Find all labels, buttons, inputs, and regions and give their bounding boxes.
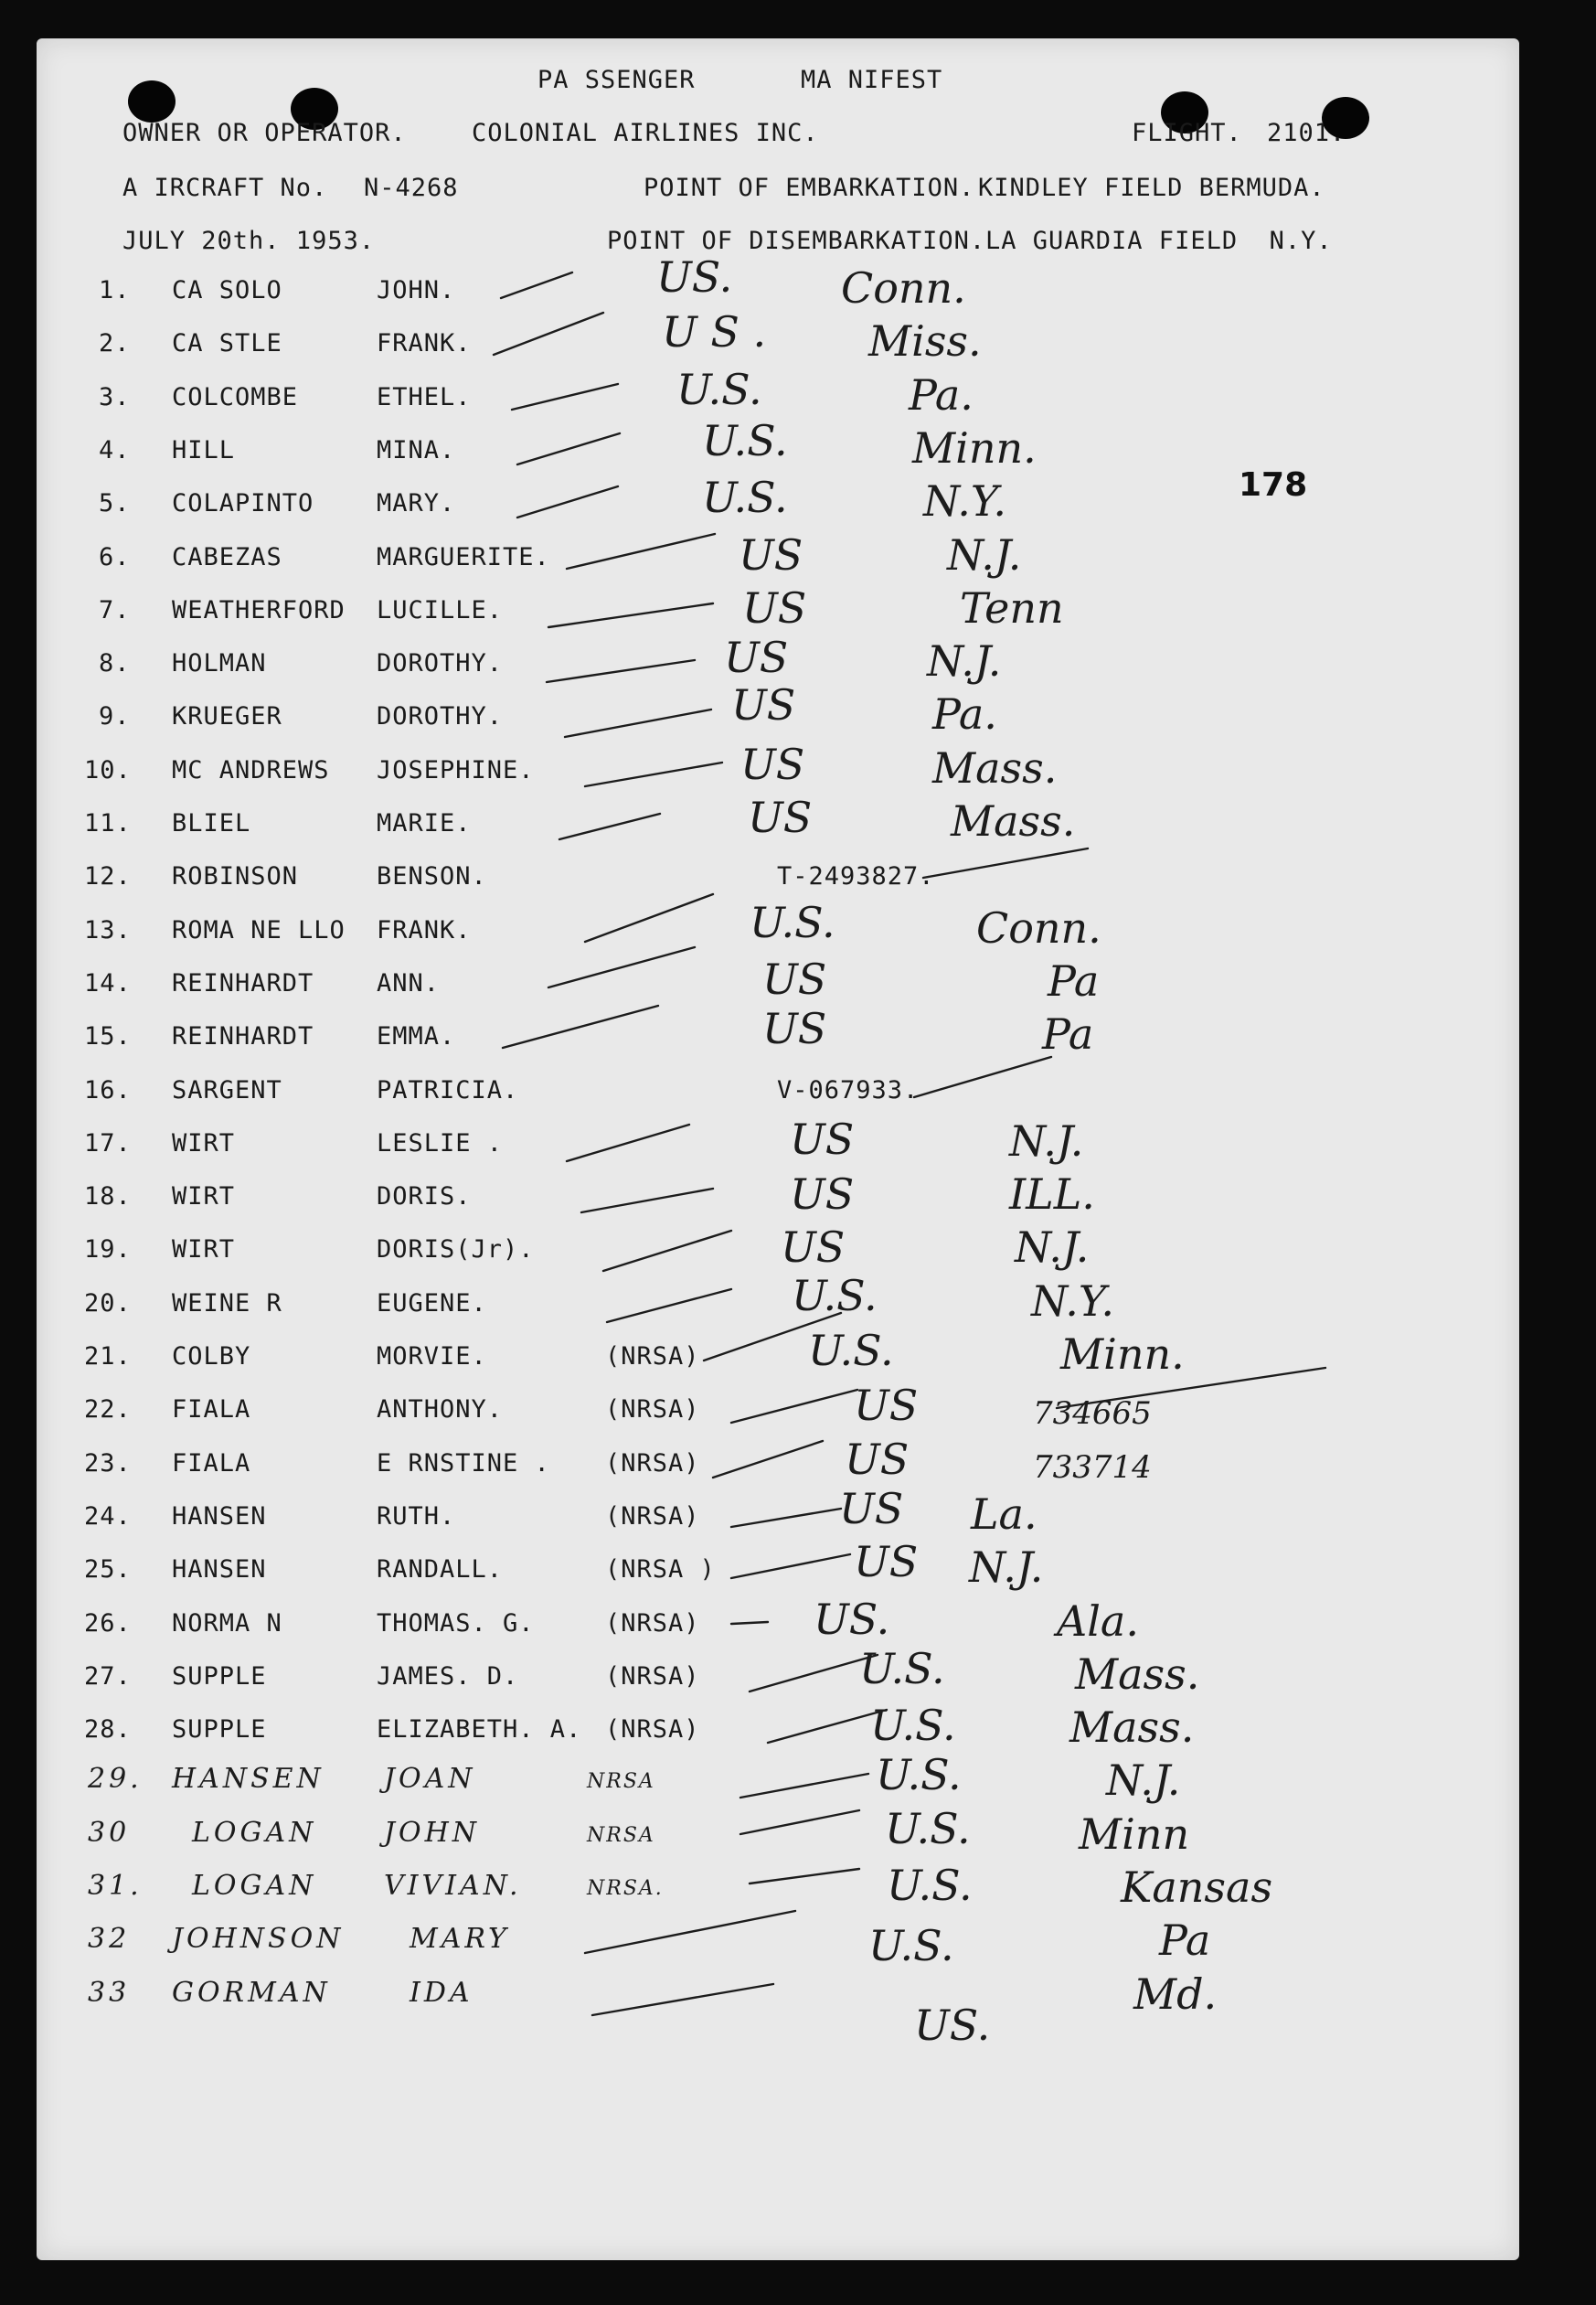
passenger-surname: FIALA [172,1395,251,1425]
passenger-note: (NRSA) [605,1661,700,1691]
passenger-note: (NRSA) [605,1501,700,1531]
residence-state: Mass. [1069,1702,1195,1753]
citizenship-mark: US [854,1381,919,1431]
residence-state: N.J. [1009,1115,1084,1166]
row-number: 33 [88,1976,131,2009]
passenger-surname: SUPPLE [172,1661,267,1691]
residence-state: N.J. [947,529,1022,580]
row-number: 12. [84,862,132,891]
row-number: 15. [84,1022,132,1051]
citizenship-mark: US [731,680,796,731]
passenger-given-name: DOROTHY. [377,702,504,731]
passenger-given-name: ETHEL. [377,382,472,411]
row-number: 18. [84,1182,132,1211]
passenger-surname: COLCOMBE [172,382,299,411]
row-number: 7. [99,595,131,624]
residence-state: Mass. [1075,1649,1200,1699]
flight-value: 2101. [1267,119,1346,147]
residence-state: N.Y. [1031,1275,1114,1326]
passport-number: V-067933. [777,1075,920,1104]
passenger-surname: HANSEN [172,1501,267,1531]
passenger-given-name: MORVIE. [377,1342,487,1371]
passenger-surname: HANSEN [172,1763,325,1796]
passenger-surname: FIALA [172,1448,251,1478]
residence-state: Pa. [932,689,997,740]
citizenship-mark: US [742,582,807,633]
passenger-given-name: FRANK. [377,915,472,944]
residence-state: N.Y. [923,476,1006,527]
passenger-surname: CA SOLO [172,276,282,304]
passenger-given-name: JAMES. D. [377,1661,519,1691]
row-number: 5. [99,489,131,518]
passenger-given-name: LESLIE . [377,1128,504,1158]
citizenship-mark: U.S. [859,1643,945,1693]
residence-state: Minn. [912,422,1037,473]
passenger-surname: HILL [172,435,236,464]
passenger-given-name: DORIS(Jr). [377,1235,535,1265]
row-number: 6. [99,542,131,571]
citizenship-mark: U.S. [808,1326,894,1375]
disembarkation-label: POINT OF DISEMBARKATION. [607,227,986,255]
residence-state: Pa [1048,955,1100,1006]
passenger-note: (NRSA) [605,1448,700,1478]
passenger-surname: MC ANDREWS [172,755,330,784]
citizenship-mark: U.S. [792,1270,878,1320]
row-number: 32 [88,1923,131,1956]
passenger-given-name: JOSEPHINE. [377,755,535,784]
passenger-surname: CABEZAS [172,542,282,571]
passenger-surname: SARGENT [172,1075,282,1104]
handwritten-number: 734665 [1033,1395,1152,1433]
passport-number: T-2493827. [777,862,935,891]
row-number: 30 [88,1816,131,1849]
row-number: 25. [84,1555,132,1585]
citizenship-mark: US [839,1483,904,1533]
passenger-note: (NRSA ) [605,1555,716,1585]
residence-state: Mass. [932,742,1058,793]
row-number: 23. [84,1448,132,1478]
row-number: 22. [84,1395,132,1425]
passenger-given-name: MARIE. [377,809,472,838]
residence-state: N.J. [1015,1222,1090,1273]
residence-state: N.J. [927,636,1002,687]
row-number: 20. [84,1288,132,1318]
row-number: 28. [84,1715,132,1745]
passenger-given-name: MINA. [377,435,456,464]
citizenship-mark: US. [814,1594,890,1644]
embarkation-value: KINDLEY FIELD BERMUDA. [978,174,1325,202]
passenger-surname: WIRT [172,1128,236,1158]
residence-state: Conn. [976,902,1101,953]
row-number: 19. [84,1235,132,1265]
row-number: 3. [99,382,131,411]
passenger-note: (NRSA) [605,1715,700,1745]
residence-state: Pa [1042,1009,1094,1060]
passenger-note: NRSA [587,1823,655,1847]
row-number: 17. [84,1128,132,1158]
citizenship-mark: US. [914,2000,991,2050]
citizenship-mark: U.S. [887,1861,973,1910]
citizenship-mark: US [781,1222,846,1273]
citizenship-mark: U.S. [868,1921,954,1971]
passenger-given-name: ANTHONY. [377,1395,504,1425]
passenger-surname: LOGAN [192,1870,317,1902]
row-number: 21. [84,1342,132,1371]
passenger-given-name: BENSON. [377,862,487,891]
passenger-surname: HOLMAN [172,649,267,678]
passenger-given-name: MARGUERITE. [377,542,550,571]
passenger-surname: WEATHERFORD [172,595,346,624]
passenger-given-name: LUCILLE. [377,595,504,624]
passenger-given-name: MARY [410,1923,510,1956]
row-number: 14. [84,968,132,998]
row-number: 4. [99,435,131,464]
passenger-note: (NRSA) [605,1395,700,1425]
row-number: 26. [84,1608,132,1638]
citizenship-mark: US [748,793,813,842]
passenger-given-name: FRANK. [377,329,472,358]
passenger-surname: CA STLE [172,329,282,358]
manifest-title-right: MA NIFEST [801,66,943,94]
row-number: 27. [84,1661,132,1691]
residence-state: Pa. [909,369,974,420]
manifest-date: JULY 20th. 1953. [122,227,376,255]
passenger-surname: WEINE R [172,1288,282,1318]
residence-state: N.J. [969,1542,1044,1593]
citizenship-mark: U.S. [876,1750,962,1800]
passenger-given-name: ANN. [377,968,441,998]
row-number: 2. [99,329,131,358]
passenger-given-name: EMMA. [377,1022,456,1051]
residence-state: Miss. [868,316,982,367]
manifest-title-left: PA SSENGER [537,66,696,94]
passenger-note: (NRSA) [605,1342,700,1371]
row-number: 1. [99,276,131,304]
residence-state: Pa [1159,1915,1211,1966]
residence-state: Kansas [1121,1862,1273,1912]
passenger-surname: KRUEGER [172,702,282,731]
citizenship-mark: U.S. [676,364,762,414]
passenger-surname: LOGAN [192,1816,317,1849]
row-number: 10. [84,755,132,784]
citizenship-mark: U.S. [750,897,835,947]
citizenship-mark: US [762,1004,827,1054]
passenger-given-name: DORIS. [377,1182,472,1211]
row-number: 29. [88,1763,143,1796]
citizenship-mark: US [790,1114,855,1164]
passenger-surname: WIRT [172,1235,236,1265]
passenger-surname: GORMAN [172,1976,331,2009]
citizenship-mark: U S . [662,307,767,357]
citizenship-mark: US [739,529,803,580]
residence-state: Md. [1133,1969,1218,2019]
passenger-given-name: MARY. [377,489,456,518]
passenger-given-name: IDA [410,1976,473,2009]
residence-state: La. [971,1489,1037,1539]
passenger-given-name: DOROTHY. [377,649,504,678]
residence-state: N.J. [1106,1755,1181,1806]
passenger-note: NRSA [587,1770,655,1794]
passenger-surname: HANSEN [172,1555,267,1585]
citizenship-mark: U.S. [702,473,788,523]
residence-state: Mass. [951,796,1076,846]
flight-label: FLIGHT. [1132,119,1242,147]
disembarkation-value: LA GUARDIA FIELD N.Y. [985,227,1333,255]
row-number: 9. [99,702,131,731]
embarkation-label: POINT OF EMBARKATION. [644,174,975,202]
passenger-note: (NRSA) [605,1608,700,1638]
passenger-surname: REINHARDT [172,1022,314,1051]
row-number: 31. [88,1870,143,1902]
passenger-given-name: JOHN. [377,276,456,304]
row-number: 13. [84,915,132,944]
aircraft-label: A IRCRAFT No. [122,174,328,202]
citizenship-mark: US [740,739,805,789]
handwritten-number: 733714 [1033,1448,1152,1486]
row-number: 11. [84,809,132,838]
row-number: 24. [84,1501,132,1531]
passenger-surname: SUPPLE [172,1715,267,1745]
citizenship-mark: US [854,1537,919,1587]
residence-state: Conn. [841,263,966,313]
residence-state: Minn. [1060,1329,1185,1379]
row-number: 8. [99,649,131,678]
passenger-surname: WIRT [172,1182,236,1211]
citizenship-mark: U.S. [870,1701,956,1751]
citizenship-mark: U.S. [702,415,788,465]
passenger-given-name: E RNSTINE . [377,1448,550,1478]
residence-state: Minn [1079,1809,1190,1859]
owner-label: OWNER OR OPERATOR. [122,119,407,147]
passenger-note: NRSA. [587,1877,664,1900]
passenger-given-name: EUGENE. [377,1288,487,1318]
passenger-given-name: JOAN [384,1763,476,1796]
passenger-given-name: RANDALL. [377,1555,504,1585]
passenger-given-name: PATRICIA. [377,1075,519,1104]
passenger-given-name: VIVIAN. [384,1870,522,1902]
passenger-surname: COLBY [172,1342,251,1371]
passenger-surname: ROMA NE LLO [172,915,346,944]
passenger-surname: JOHNSON [172,1923,345,1956]
aircraft-value: N-4268 [364,174,459,202]
citizenship-mark: US [790,1169,855,1220]
passenger-surname: REINHARDT [172,968,314,998]
citizenship-mark: US [762,954,827,1004]
citizenship-mark: US [724,633,789,683]
residence-state: Tenn [960,582,1064,633]
page-number: 178 [1239,466,1308,504]
passenger-surname: BLIEL [172,809,251,838]
passenger-surname: ROBINSON [172,862,299,891]
passenger-given-name: ELIZABETH. A. [377,1715,582,1745]
residence-state: ILL. [1009,1169,1095,1220]
citizenship-mark: US. [656,252,733,302]
citizenship-mark: U.S. [885,1803,971,1853]
passenger-surname: NORMA N [172,1608,282,1638]
passenger-given-name: RUTH. [377,1501,456,1531]
passenger-given-name: JOHN [384,1816,481,1849]
residence-state: Ala. [1057,1595,1139,1646]
owner-value: COLONIAL AIRLINES INC. [472,119,819,147]
passenger-surname: COLAPINTO [172,489,314,518]
row-number: 16. [84,1075,132,1104]
citizenship-mark: US [845,1434,910,1484]
passenger-given-name: THOMAS. G. [377,1608,535,1638]
